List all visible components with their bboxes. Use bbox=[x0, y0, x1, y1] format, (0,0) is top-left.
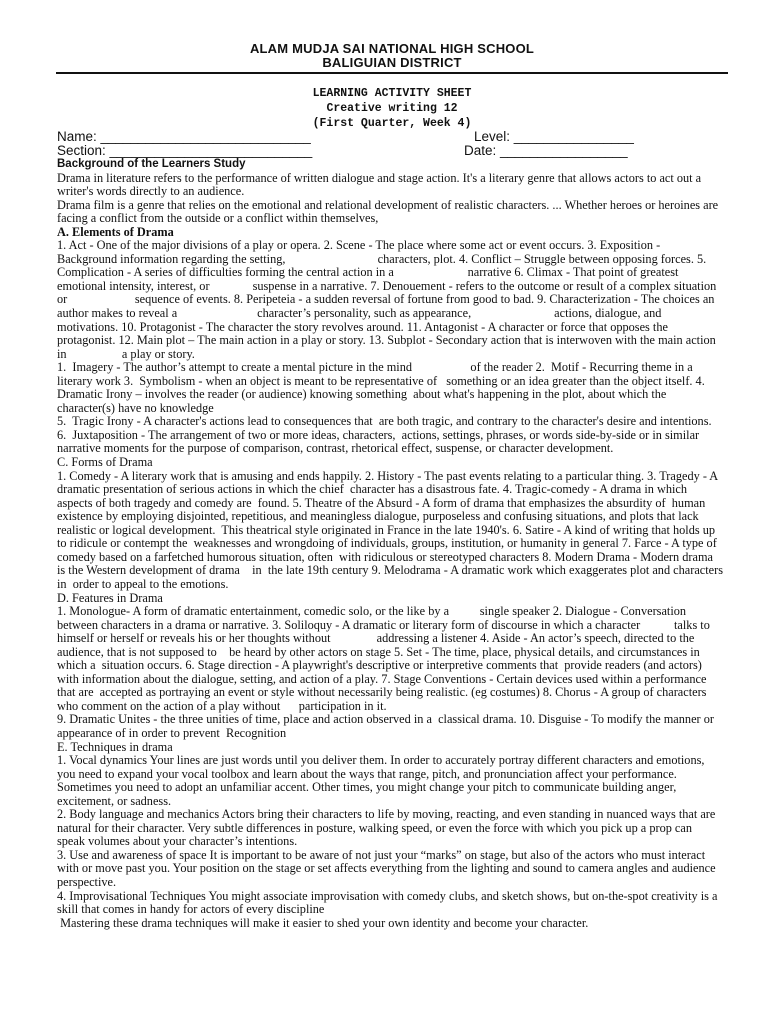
student-fields bbox=[57, 130, 729, 158]
background-heading: Background of the Learners Study bbox=[57, 158, 246, 170]
sheet-period: (First Quarter, Week 4) bbox=[312, 117, 472, 130]
techniques-heading: E. Techniques in drama bbox=[57, 739, 173, 754]
background-paragraph-1: Drama in literature refers to the performance of written dialogue and stage action. It's a literary genre that allows actors to act out a writer's words directly to an audience. bbox=[57, 170, 702, 199]
header-divider bbox=[56, 72, 728, 74]
level-field: Level: ________________ bbox=[474, 129, 634, 144]
literary-devices-text-2: 5. Tragic Irony - A character's actions lead to consequences that are both tragic, and contrary to the character's desire and intentions. 6. Juxtaposition - The arrangement of two or more ideas, characters, actions, settings, phrases, or words side-by-side or in similar narrative moments for the purpose of comparison, contrast, rhetorical effect, suspense, or character development. bbox=[57, 414, 715, 456]
literary-devices-text: 1. Imagery - The author’s attempt to create a mental picture in the mind of the reader 2. Motif - Recurring theme in a literary work 3. Symbolism - when an object is meant to be representative of something or an idea greater than the object itself. 4. Dramatic Irony – involves the reader (or audience) knowing something about what's happening in the plot, about which the character(s) have no knowledge bbox=[57, 360, 711, 415]
forms-heading: C. Forms of Drama bbox=[57, 455, 153, 470]
technique-improv: 4. Improvisational Techniques You might associate improvisation with comedy clubs, and sketch shows, but on-the-spot creativity is a skill that comes in handy for actors of every discipline bbox=[57, 888, 718, 917]
technique-body: 2. Body language and mechanics Actors bring their characters to life by moving, reacting, and even standing in nuanced ways that are natural for their character. Very subtle differences in posture, walking speed, or even the force with which you pick up a prop can speak volumes about your character’s intentions. bbox=[57, 807, 716, 849]
features-text-2: 9. Dramatic Unites - the three unities of time, place and action observed in a classical drama. 10. Disguise - To modify the manner or appearance of in order to prevent Recognition bbox=[57, 712, 718, 740]
district-name: BALIGUIAN DISTRICT bbox=[322, 55, 462, 70]
features-heading: D. Features in Drama bbox=[57, 590, 163, 605]
elements-text: 1. Act - One of the major divisions of a play or opera. 2. Scene - The place where some act or event occurs. 3. Exposition - Background information regarding the setting, characters, plot. 4. Conflict – Struggle between opposing forces. 5. Complication - A series of difficulties forming the central action in a narrative 6. Climax - That point of greatest emotional intensity, interest, or suspense in a narrative. 7. Denouement - refers to the outcome or result of a complex situation or sequence of events. 8. Peripeteia - a sudden reversal of fortune from good to bad. 9. Characterization - The choices an author makes to reveal a character’s personality, such as appearance, actions, dialogue, and motivations. 10. Protagonist - The character the story revolves around. 11. Antagonist - A character or force that opposes the protagonist. 12. Main plot – The main action in a play or story. 13. Subplot - Secondary action that is interwoven with the main action in a play or story. bbox=[57, 238, 720, 361]
sheet-title-block bbox=[56, 86, 728, 131]
school-header bbox=[56, 42, 728, 70]
forms-text: 1. Comedy - A literary work that is amusing and ends happily. 2. History - The past events relating to a particular thing. 3. Tragedy - A dramatic presentation of serious actions in which the chief character has a disastrous fate. 4. Tragic-comedy - A drama in which aspects of both tragedy and comedy are found. 5. Theatre of the Absurd - A form of drama that emphasizes the absurdity of human existence by employing disjointed, repetitious, and meaningless dialogue, purposeless and confusing situations, and plots that lack realistic or logical development. This theatrical style originated in France in the late 1940's. 6. Satire - A kind of writing that holds up to ridicule or contempt the weaknesses and wrongdoing of individuals, groups, institution, or humanity in general 7. Farce - A type of comedy based on a farfetched humorous situation, often with ridiculous or stereotyped characters 8. Modern Drama - Modern drama is the Western development of drama in the late 19th century 9. Melodrama - A dramatic work which exaggerates plot and characters in order to appeal to the emotions. bbox=[57, 468, 727, 591]
sheet-title: LEARNING ACTIVITY SHEET bbox=[312, 87, 472, 100]
technique-space: 3. Use and awareness of space It is important to be aware of not just your “marks” on stage, but also of the actors who must interact with or move past you. Your position on the stage or set affects everything from the lighting and sound to camera angles and audience perspective. bbox=[57, 847, 716, 889]
section-field: Section: ___________________________ bbox=[57, 143, 313, 158]
name-field: Name: ____________________________ bbox=[57, 129, 311, 144]
fields-row-1 bbox=[57, 130, 729, 144]
closing-line: Mastering these drama techniques will make it easier to shed your own identity and become your character. bbox=[57, 915, 589, 930]
elements-heading: A. Elements of Drama bbox=[57, 224, 174, 239]
technique-vocal: 1. Vocal dynamics Your lines are just words until you deliver them. In order to accurately portray different characters and emotions, you need to expand your vocal toolbox and learn about the ways that range, pitch, and pronunciation affect your performance. Sometimes you need to adopt an unfamiliar accent. Other times, you might change your pitch to communicate building anger, excitement, or sadness. bbox=[57, 753, 705, 808]
school-name: ALAM MUDJA SAI NATIONAL HIGH SCHOOL bbox=[249, 41, 535, 56]
background-paragraph-2: Drama film is a genre that relies on the emotional and relational development of realistic characters. ... Whether heroes or heroines are facing a conflict from the outside or a conflict within themselves, bbox=[57, 197, 719, 226]
fields-row-2 bbox=[57, 144, 729, 158]
sheet-subject: Creative writing 12 bbox=[326, 102, 458, 115]
date-field: Date: _________________ bbox=[464, 143, 628, 158]
features-text: 1. Monologue- A form of dramatic entertainment, comedic solo, or the like by a single speaker 2. Dialogue - Conversation between characters in a drama or narrative. 3. Soliloquy - A dramatic or literary form of discourse in which a character talks to himself or herself or reveals his or her thoughts without addressing a listener 4. Aside - An actor’s speech, directed to the audience, that is not supposed to be heard by other actors on stage 5. Set - The time, place, physical details, and circumstances in which a situation occurs. 6. Stage direction - A playwright's descriptive or interpretive comments that provide readers (and actors) with information about the dialogue, setting, and action of a play. 7. Stage Conventions - Certain devices used within a performance that are accepted as portraying an event or style without necessarily being realistic. (eg costumes) 8. Chorus - A group of characters who comment on the action of a play without participation in it. bbox=[57, 604, 713, 713]
sheet-body bbox=[57, 158, 727, 930]
